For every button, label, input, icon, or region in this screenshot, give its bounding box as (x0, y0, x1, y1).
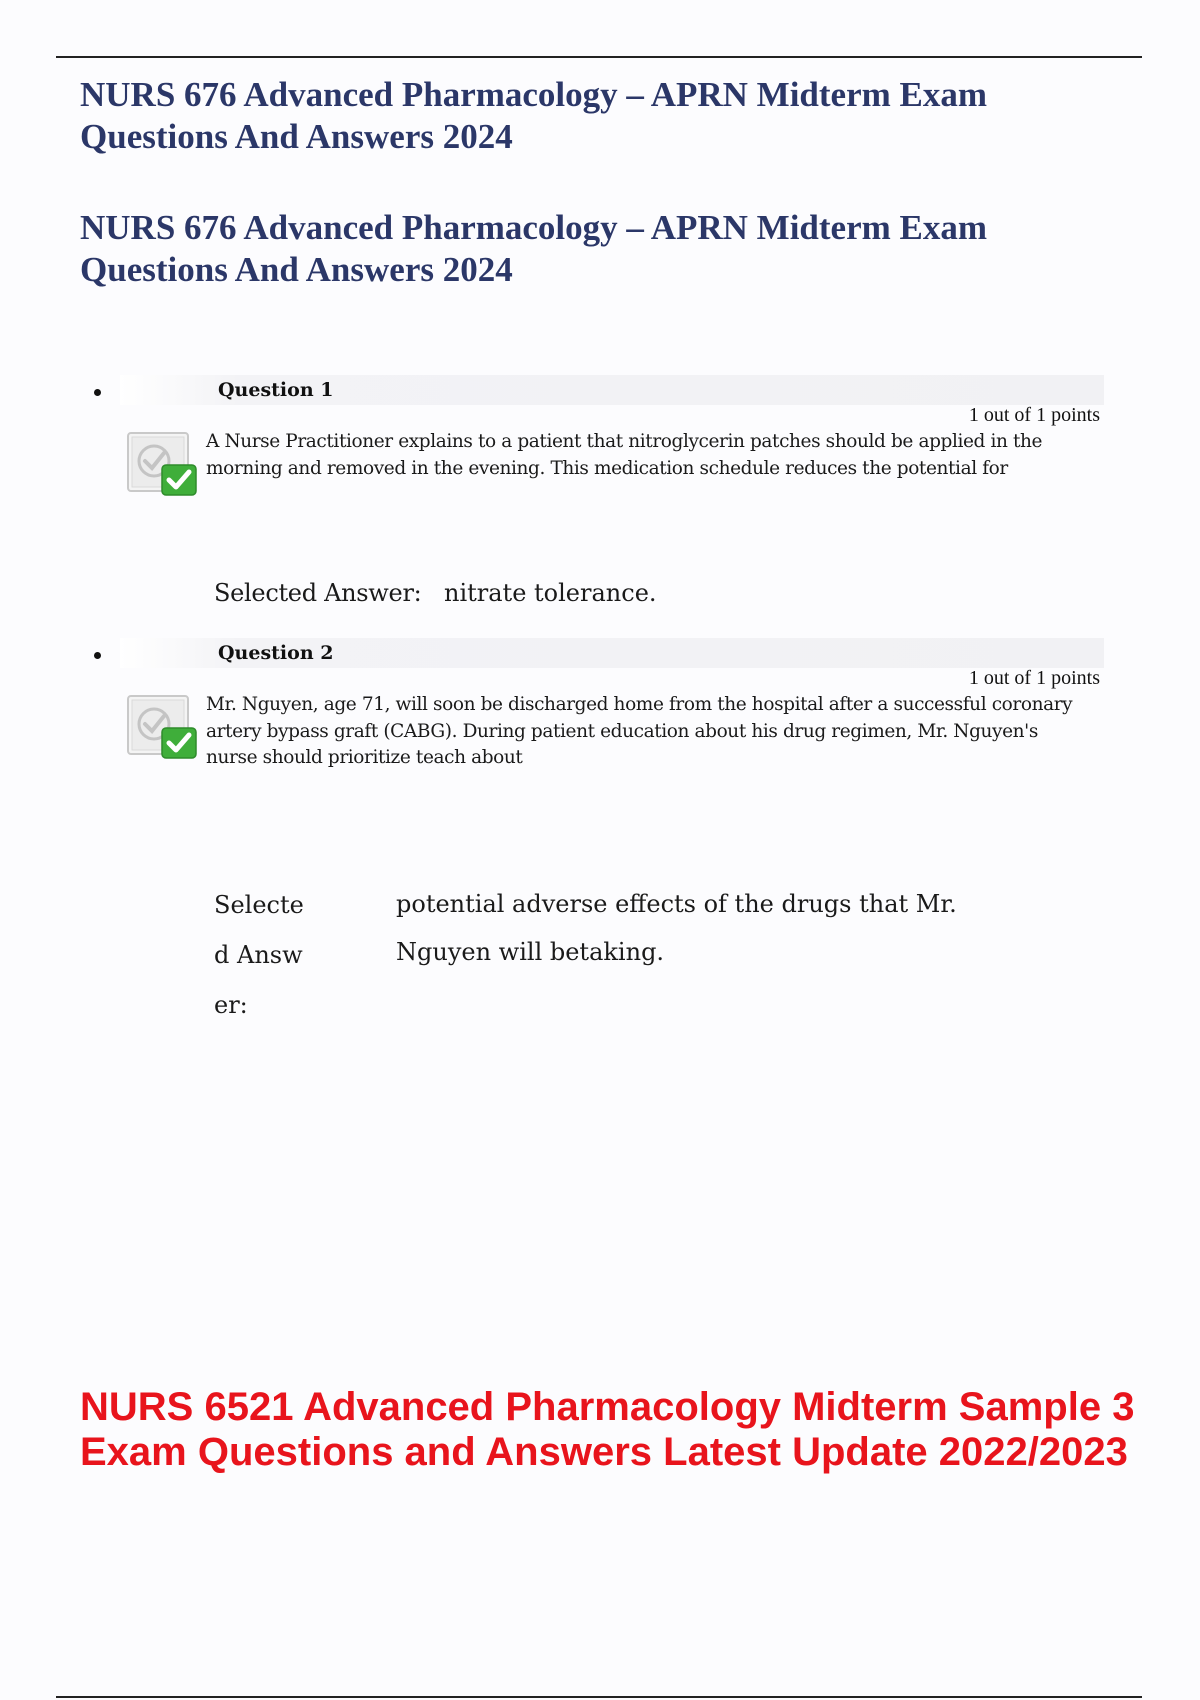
bullet-icon (94, 389, 101, 396)
document-title: NURS 676 Advanced Pharmacology – APRN Midterm Exam Questions And Answers 2024 (80, 75, 988, 156)
correct-check-icon (126, 431, 198, 497)
question-text: Mr. Nguyen, age 71, will soon be discharged home from the hospital after a successful coronary artery bypass graft (CABG). During patient education about his drug regimen, Mr. Nguyen's nurse should prioritize teach about (206, 694, 1073, 768)
question-points: 1 out of 1 points (968, 667, 1100, 689)
question-label: Question 1 (218, 379, 334, 401)
document-title-repeat: NURS 676 Advanced Pharmacology – APRN Midterm Exam Questions And Answers 2024 (80, 208, 988, 289)
question-points: 1 out of 1 points (968, 404, 1100, 426)
top-divider (56, 56, 1142, 58)
correct-check-icon (126, 694, 198, 760)
selected-answer-label: Selected Answer: (214, 891, 304, 1019)
question-text: A Nurse Practitioner explains to a patient that nitroglycerin patches should be applied in the morning and removed in the evening. This medication schedule reduces the potential for (206, 431, 1043, 479)
selected-answer-value: potential adverse effects of the drugs that Mr. Nguyen will betaking. (396, 890, 957, 966)
bottom-divider (56, 1696, 1142, 1698)
bullet-icon (94, 652, 101, 659)
selected-answer-row (214, 880, 1114, 1080)
selected-answer-label: Selected Answer: (214, 579, 422, 607)
question-label: Question 2 (218, 642, 334, 664)
promo-title: NURS 6521 Advanced Pharmacology Midterm Sample 3 Exam Questions and Answers Latest Update 2022/2023 (80, 1385, 1135, 1474)
selected-answer-value: nitrate tolerance. (444, 579, 657, 607)
